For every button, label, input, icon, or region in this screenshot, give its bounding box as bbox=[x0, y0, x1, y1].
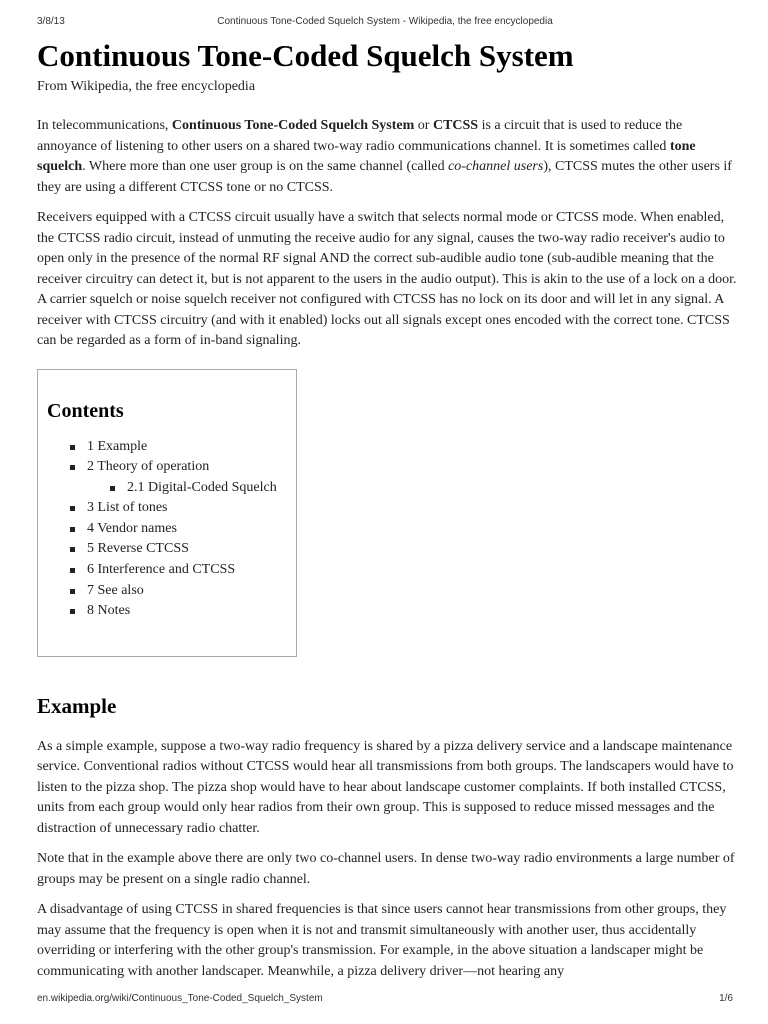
toc-item-label: 5 Reverse CTCSS bbox=[87, 541, 189, 557]
toc-item-label: 3 List of tones bbox=[87, 500, 168, 516]
term-bold: tone squelch bbox=[37, 138, 696, 174]
print-date: 3/8/13 bbox=[37, 16, 65, 27]
toc-item-label: 8 Notes bbox=[87, 603, 131, 619]
print-url: en.wikipedia.org/wiki/Continuous_Tone-Coded_Squelch_System bbox=[37, 993, 323, 1004]
bullet-icon bbox=[70, 589, 75, 594]
bullet-icon bbox=[110, 486, 115, 491]
section-heading-example: Example bbox=[37, 693, 117, 718]
bullet-icon bbox=[70, 527, 75, 532]
intro-text: ), CTCSS mutes the other users if they are using a different CTCSS tone or no CTCSS. bbox=[37, 159, 732, 195]
bullet-icon bbox=[70, 465, 75, 470]
intro-paragraph-1 bbox=[37, 116, 737, 198]
example-paragraph-1: As a simple example, suppose a two-way radio frequency is shared by a pizza delivery service and a landscape maintenance service. Conventional radios without CTCSS would hear all transmissions from both groups. The landscapers would have to listen to the pizza shop. The pizza shop would have to hear about landscape customer complaints. If both installed CTCSS, units from each group would only hear radios from their own group. This is supposed to reduce missed messages and the distraction of unnecessary radio chatter. bbox=[37, 738, 734, 836]
toc-item-label: 7 See also bbox=[87, 582, 144, 598]
toc-heading: Contents bbox=[47, 399, 124, 422]
bullet-icon bbox=[70, 609, 75, 614]
page-number: 1/6 bbox=[719, 993, 733, 1004]
intro-text: is a circuit that is used to reduce the annoyance of listening to other users on a shared two-way radio communications channel. It is sometimes called bbox=[37, 118, 683, 154]
toc-list bbox=[38, 437, 296, 622]
toc-item-interference-and-ctcss[interactable] bbox=[38, 560, 296, 581]
print-footer bbox=[37, 993, 733, 1009]
toc-item-label: 4 Vendor names bbox=[87, 520, 177, 536]
example-paragraph-3: A disadvantage of using CTCSS in shared frequencies is that since users cannot hear transmissions from other groups, they may assume that the frequency is open when it is not and transmit simultaneously with another user, thus accidentally overriding or interfering with the other group's transmission. For example, in the above situation a landscaper might be communicating with another landscaper. Meanwhile, a pizza delivery driver—not hearing any bbox=[37, 902, 727, 979]
bullet-icon bbox=[70, 445, 75, 450]
toc-item-reverse-ctcss[interactable] bbox=[38, 539, 296, 560]
page-title: Continuous Tone-Coded Squelch System bbox=[37, 38, 574, 73]
print-header bbox=[37, 16, 733, 32]
toc-item-label: 6 Interference and CTCSS bbox=[87, 562, 236, 578]
toc-item-theory-of-operation[interactable] bbox=[38, 457, 296, 478]
term-bold: CTCSS bbox=[432, 118, 479, 133]
intro-text: . Where more than one user group is on the same channel (called bbox=[82, 159, 449, 174]
term-bold: Continuous Tone-Coded Squelch System bbox=[171, 118, 415, 133]
bullet-icon bbox=[70, 547, 75, 552]
example-paragraph-2: Note that in the example above there are only two co-channel users. In dense two-way radio environments a large number of groups may be present on a single radio channel. bbox=[37, 851, 735, 887]
print-page-title: Continuous Tone-Coded Squelch System - Wikipedia, the free encyclopedia bbox=[217, 16, 553, 27]
term-italic: co-channel users bbox=[448, 159, 544, 174]
toc-item-see-also[interactable] bbox=[38, 581, 296, 602]
toc-item-label: 2 Theory of operation bbox=[87, 459, 210, 475]
toc-item-label: 2.1 Digital-Coded Squelch bbox=[127, 479, 277, 495]
toc-item-digital-coded-squelch[interactable] bbox=[38, 478, 296, 499]
intro-paragraph-2: Receivers equipped with a CTCSS circuit usually have a switch that selects normal mode or CTCSS mode. When enabled, the CTCSS radio circuit, instead of unmuting the receive audio for any signal, causes the two-way radio receiver's audio to open only in the presence of the normal RF signal AND the correct sub-audible audio tone (sub-audible meaning that the receiver circuitry can detect it, but is not apparent to the users in the audio output). This is akin to the use of a lock on a door. A carrier squelch or noise squelch receiver not configured with CTCSS has no lock on its door and will let in any signal. A receiver with CTCSS circuitry (and with it enabled) locks out all signals except ones encoded with the correct tone. CTCSS can be regarded as a form of in-band signaling. bbox=[37, 210, 737, 348]
intro-text: In telecommunications, bbox=[37, 118, 172, 133]
toc-item-label: 1 Example bbox=[87, 438, 148, 454]
toc-item-example[interactable] bbox=[38, 437, 296, 458]
table-of-contents bbox=[37, 369, 297, 657]
toc-item-notes[interactable] bbox=[38, 601, 296, 622]
toc-item-vendor-names[interactable] bbox=[38, 519, 296, 540]
bullet-icon bbox=[70, 568, 75, 573]
intro-text: or bbox=[414, 118, 433, 133]
toc-item-list-of-tones[interactable] bbox=[38, 498, 296, 519]
site-subtitle: From Wikipedia, the free encyclopedia bbox=[37, 79, 256, 94]
bullet-icon bbox=[70, 506, 75, 511]
article-content bbox=[37, 36, 737, 982]
